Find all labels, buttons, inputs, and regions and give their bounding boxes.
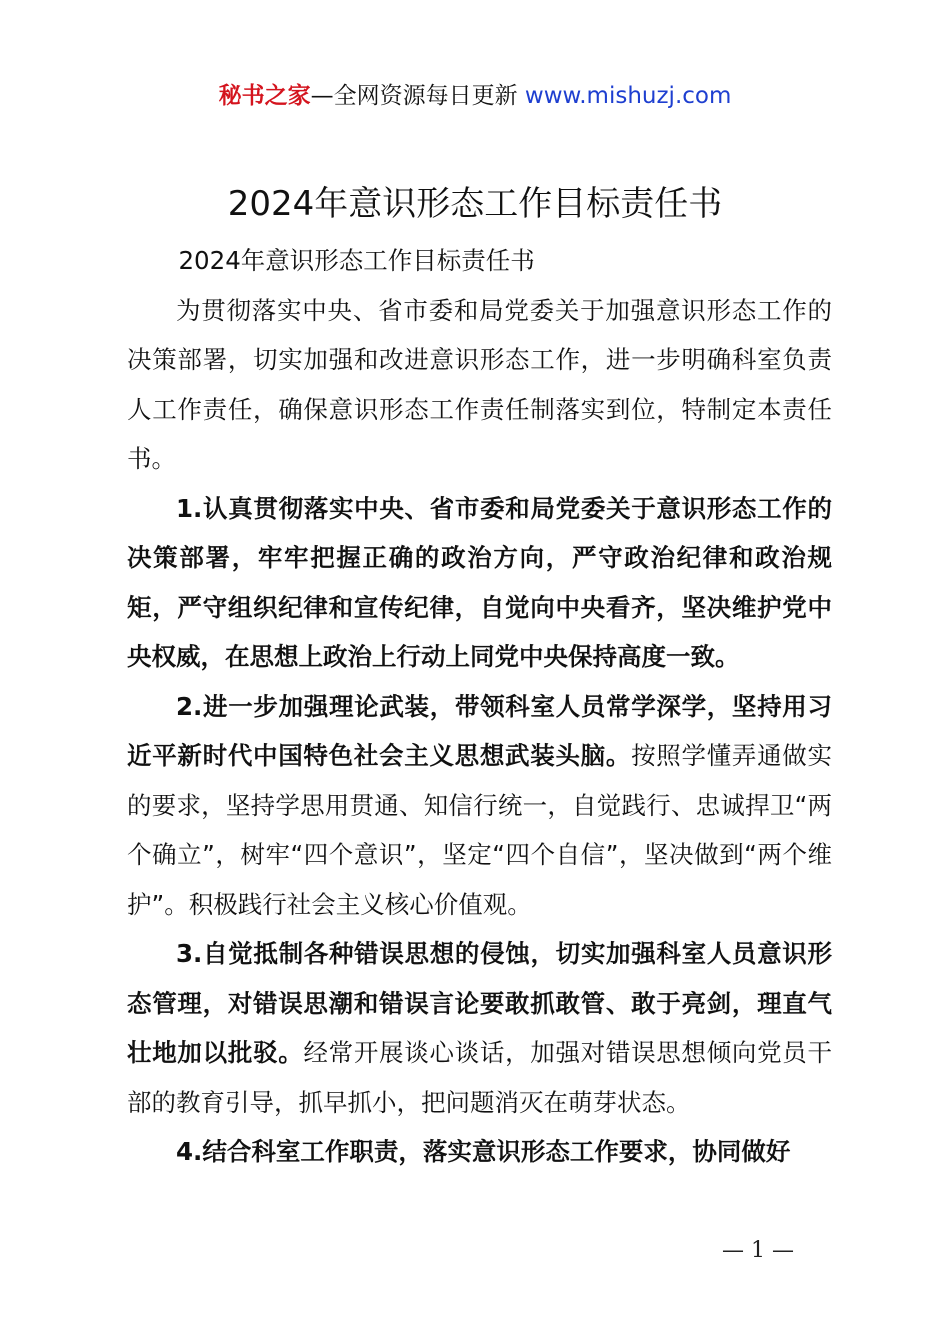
document-body [127, 236, 832, 1177]
item-paragraph-1 [127, 484, 832, 682]
item-3-bold-text: 3.自觉抵制各种错误思想的侵蚀，切实加强科室人员意识形态管理，对错误思潮和错误言论要敢抓敢管、敢于亮剑，理直气壮地加以批驳。 [127, 939, 832, 1067]
item-paragraph-4 [127, 1127, 832, 1177]
intro-paragraph: 为贯彻落实中央、省市委和局党委关于加强意识形态工作的决策部署，切实加强和改进意识形态工作，进一步明确科室负责人工作责任，确保意识形态工作责任制落实到位，特制定本责任书。 [127, 295, 832, 473]
item-2-bold-text: 2.进一步加强理论武装，带领科室人员常学深学，坚持用习近平新时代中国特色社会主义思想武装头脑。 [127, 691, 832, 770]
site-header [0, 80, 950, 112]
site-brand: 秘书之家 [218, 83, 311, 109]
item-1-bold-text: 1.认真贯彻落实中央、省市委和局党委关于意识形态工作的决策部署，牢牢把握正确的政治方向，严守政治纪律和政治规矩，严守组织纪律和宣传纪律，自觉向中央看齐，坚决维护党中央权威，在思想上政治上行动上同党中央保持高度一致。 [127, 493, 832, 671]
item-paragraph-2 [127, 682, 832, 930]
page-number: — 1 — [722, 1238, 794, 1263]
site-url-link[interactable]: www.mishuzj.com [524, 83, 732, 109]
item-paragraph-3 [127, 929, 832, 1127]
site-tagline: —全网资源每日更新 [310, 83, 525, 109]
item-3-text: 经常开展谈心谈话，加强对错误思想倾向党员干部的教育引导，抓早抓小，把问题消灭在萌芽状态。 [127, 1038, 833, 1117]
document-subtitle: 2024年意识形态工作目标责任书 [178, 246, 535, 275]
item-2-text: 按照学懂弄通做实的要求，坚持学思用贯通、知信行统一，自觉践行、忠诚捍卫“两个确立”，树牢“四个意识”，坚定“四个自信”，坚决做到“两个维护”。积极践行社会主义核心价值观。 [127, 741, 833, 919]
document-title: 2024年意识形态工作目标责任书 [227, 184, 723, 224]
item-4-bold-text: 4.结合科室工作职责，落实意识形态工作要求，协同做好 [176, 1137, 791, 1166]
